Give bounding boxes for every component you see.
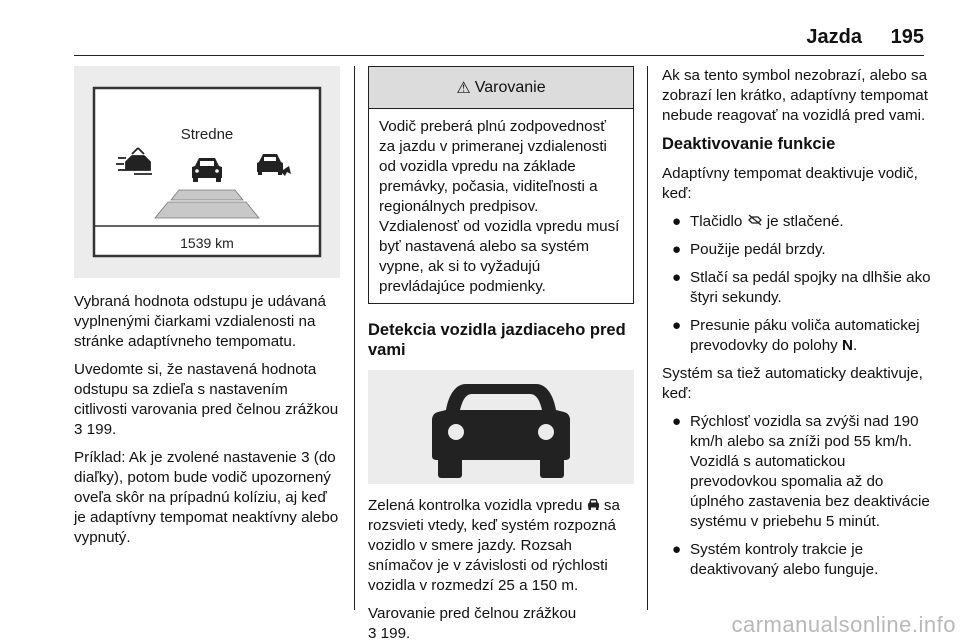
- list-item: ● Použije pedál brzdy.: [672, 241, 826, 258]
- column-2: [368, 66, 634, 642]
- bullet-icon: ●: [672, 317, 682, 334]
- cluster-display-illustration: [74, 66, 340, 278]
- paragraph: Uvedomte si, že nastavená hodnota odstupu sa zdieľa s nastavením citlivosti varovania pred čelnou zrážkou 3 199.: [74, 361, 339, 438]
- distance-bar: [155, 202, 259, 218]
- page-reference[interactable]: 199.: [82, 421, 117, 438]
- bullet-icon: ●: [672, 269, 682, 286]
- warning-text: Vodič preberá plnú zodpovednosť za jazdu v primeranej vzdialenosti od vozidla vpredu na základe premávky, počasia, viditeľnosti a regionálnych predpisov.: [379, 118, 607, 215]
- page-number: 195: [890, 26, 924, 48]
- paragraph: Zelená kontrolka vozidla vpredu sa rozsvieti vtedy, keď systém rozpozná vozidlo v smere jazdy. Rozsah snímačov je v závislosti od rýchlosti vozidla v rozmedzí 25 a 150 m.: [368, 497, 620, 594]
- bullet-icon: ●: [672, 541, 682, 558]
- page-reference[interactable]: 199.: [376, 625, 411, 642]
- bullet-icon: ●: [672, 241, 682, 258]
- warning-title-text: Varovanie: [474, 78, 546, 96]
- list-item: ● Stlačí sa pedál spojky na dlhšie ako štyri sekundy.: [672, 269, 931, 306]
- vehicle-ahead-large-icon: [368, 370, 634, 484]
- list-item: ● Systém kontroly trakcie je deaktivovaný alebo funguje.: [672, 541, 879, 578]
- paragraph: Adaptívny tempomat deaktivuje vodič, keď:: [662, 165, 918, 202]
- page-ref-arrow-icon: 3: [368, 625, 377, 642]
- bullet-icon: ●: [672, 413, 682, 430]
- auto-deactivation-list: [662, 412, 932, 580]
- vehicle-ahead-figure: [368, 370, 634, 484]
- section-heading: Detekcia vozidla jazdiaceho pred vami: [368, 321, 626, 359]
- vehicle-ahead-inline-icon: [587, 497, 600, 514]
- list-item: ● Presunie páku voliča automatickej prevodovky do polohy N.: [672, 317, 920, 354]
- warning-icon: ⚠: [456, 79, 471, 97]
- list-item: ● Tlačidlo je stlačené.: [672, 213, 844, 230]
- list-item: ● Rýchlosť vozidla sa zvýši nad 190 km/h alebo sa zníži pod 55 km/h. Vozidlá s automatickou prevodovkou spomalia až do úplného zastavenia bez deaktivácie systému v priebehu 5 minút.: [672, 413, 930, 530]
- warning-body: [369, 109, 633, 303]
- mode-label: Stredne: [180, 126, 234, 143]
- page-header: [74, 0, 924, 56]
- column-divider: [647, 66, 648, 610]
- paragraph: Varovanie pred čelnou zrážkou 3 199.: [368, 605, 577, 642]
- warning-title: [369, 67, 633, 109]
- section-title: Jazda: [806, 26, 862, 48]
- column-divider: [354, 66, 355, 610]
- watermark: carmanualsonline.info: [731, 612, 956, 637]
- bullet-icon: ●: [672, 213, 682, 230]
- page-ref-arrow-icon: 3: [74, 421, 83, 438]
- paragraph: Vybraná hodnota odstupu je udávaná vyplnenými čiarkami vzdialenosti na stránke adaptívneho tempomatu.: [74, 293, 326, 350]
- paragraph: Príklad: Ak je zvolené nastavenie 3 (do diaľky), potom bude vodič upozornený oveľa skôr na prípadnú kolíziu, aj keď je adaptívny tempomat neaktívny alebo vypnutý.: [74, 449, 339, 546]
- distance-bar: [171, 190, 243, 200]
- section-heading: Deaktivovanie funkcie: [662, 135, 836, 153]
- paragraph: Systém sa tiež automaticky deaktivuje, keď:: [662, 365, 923, 402]
- column-1: [74, 66, 342, 556]
- deactivation-list: [662, 212, 932, 356]
- column-3: [662, 66, 932, 588]
- cluster-display-figure: [74, 66, 340, 278]
- warning-text: Vzdialenosť od vozidla vpredu musí byť nastavená alebo sa systém vypne, ak si to vyžadujú prevládajúce podmienky.: [379, 218, 620, 295]
- cruise-cancel-button-icon: [747, 213, 763, 230]
- warning-box: [368, 66, 634, 304]
- paragraph: Ak sa tento symbol nezobrazí, alebo sa zobrazí len krátko, adaptívny tempomat nebude reagovať na vozidlá pred vami.: [662, 67, 928, 124]
- odometer-label: 1539 km: [180, 235, 234, 251]
